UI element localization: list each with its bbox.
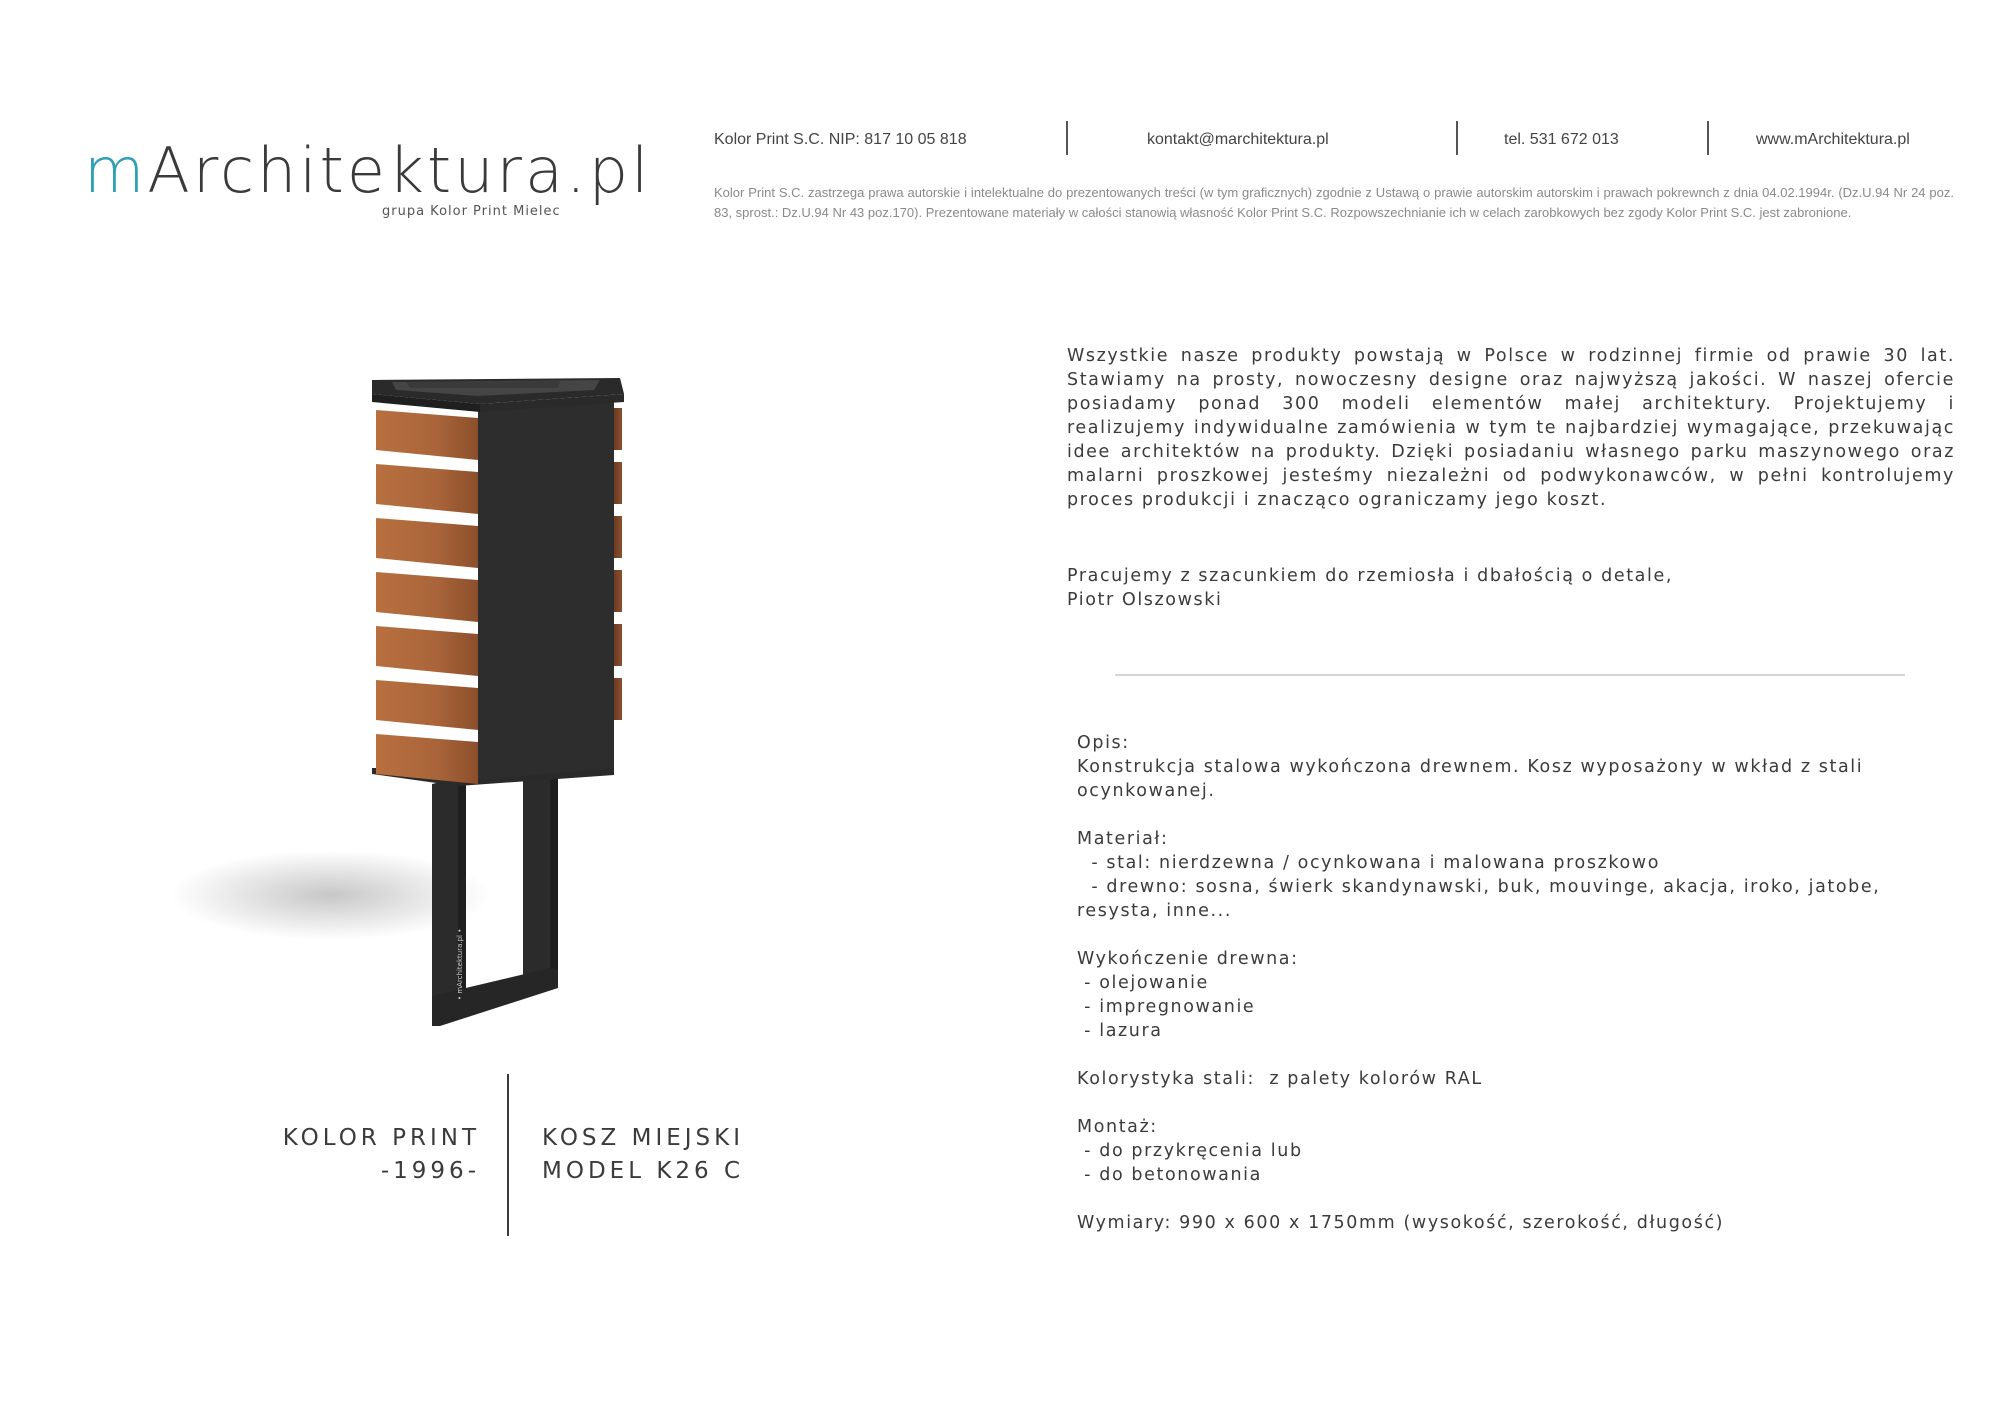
logo-subtitle: grupa Kolor Print Mielec: [382, 204, 561, 219]
caption-product: [542, 1122, 744, 1188]
wood-slats-right: [614, 408, 622, 720]
caption-divider: [507, 1074, 509, 1236]
section-divider: [1115, 674, 1905, 676]
caption-product-model: MODEL K26 C: [542, 1158, 745, 1184]
steel-front-panel: [478, 400, 614, 780]
spec-finish: [1077, 947, 1957, 1043]
spec-material-steel: - stal: nierdzewna / ocynkowana i malowana proszkowo: [1077, 853, 1660, 873]
spec-finish-item: - olejowanie: [1077, 973, 1209, 993]
caption-company-year: -1996-: [380, 1158, 480, 1184]
logo-main-text: Architektura.pl: [147, 134, 652, 207]
caption-product-type: KOSZ MIEJSKI: [542, 1125, 745, 1151]
contact-phone: tel. 531 672 013: [1504, 131, 1619, 148]
header-divider: [1707, 121, 1709, 155]
spec-description: [1077, 731, 1957, 803]
company-logo: [84, 134, 652, 230]
product-specs: [1077, 731, 1957, 1259]
spec-mounting: [1077, 1115, 1957, 1187]
company-nip: Kolor Print S.C. NIP: 817 10 05 818: [714, 131, 967, 148]
spec-colors-text: Kolorystyka stali: z palety kolorów RAL: [1077, 1069, 1483, 1089]
logo-accent-letter: m: [84, 134, 148, 207]
spec-finish-label: Wykończenie drewna:: [1077, 949, 1299, 969]
logo-wordmark: [84, 134, 652, 207]
company-intro: [1067, 344, 1955, 512]
spec-description-text: Konstrukcja stalowa wykończona drewnem. Kosz wyposażony w wkład z stali ocynkowanej.: [1077, 757, 1864, 801]
spec-description-label: Opis:: [1077, 733, 1130, 753]
caption-company: [258, 1122, 480, 1188]
header-divider: [1456, 121, 1458, 155]
caption-company-name: KOLOR PRINT: [282, 1125, 480, 1151]
spec-finish-item: - impregnowanie: [1077, 997, 1256, 1017]
spec-material-wood: - drewno: sosna, świerk skandynawski, buk, mouvinge, akacja, iroko, jatobe, resysta, inne...: [1077, 877, 1888, 921]
spec-finish-item: - lazura: [1077, 1021, 1163, 1041]
intro-paragraph: Wszystkie nasze produkty powstają w Polsce w rodzinnej firmie od prawie 30 lat. Stawiamy na prosty, nowoczesny designe oraz najwyższą jakości. W naszej ofercie posiadamy ponad 300 modeli elementów małej architektury. Projektujemy i realizujemy indywidualne zamówienia w tym te najbardziej wymagające, przekuwając idee architektów na produkty. Dzięki posiadaniu własnego parku maszynowego oraz malarni proszkowej jesteśmy niezależni od podwykonawców, w pełni kontrolujemy proces produkcji i znacząco ograniczamy jego koszt.: [1067, 346, 1955, 510]
legal-notice: Kolor Print S.C. zastrzega prawa autorskie i intelektualne do prezentowanych treści (w tym graficznych) zgodnie z Ustawą o prawie autorskim autorskim i prawach pokrewnch z dnia 04.02.1994r. (Dz.U.94 Nr 24 poz. 83, sprost.: Dz.U.94 Nr 43 poz.170). Prezentowane materiały w całości stanowią własność Kolor Print S.C. Rozpowszechnianie ich w celach zarobkowych bez zgody Kolor Print S.C. jest zabronione.: [714, 185, 1954, 220]
closing-block: [1067, 564, 1955, 612]
closing-line: Pracujemy z szacunkiem do rzemiosła i dbałością o detale,: [1067, 566, 1673, 586]
contact-email-link[interactable]: kontakt@marchitektura.pl: [1147, 131, 1329, 148]
website-link[interactable]: www.mArchitektura.pl: [1756, 131, 1910, 148]
spec-mounting-label: Montaż:: [1077, 1117, 1158, 1137]
product-image-trash-bin: [140, 360, 700, 1040]
header-divider: [1066, 121, 1068, 155]
spec-colors: [1077, 1067, 1957, 1091]
spec-material-label: Materiał:: [1077, 829, 1169, 849]
spec-material: [1077, 827, 1957, 923]
spec-mounting-item: - do przykręcenia lub: [1077, 1141, 1303, 1161]
spec-mounting-item: - do betonowania: [1077, 1165, 1262, 1185]
spec-dimensions: [1077, 1211, 1957, 1235]
engraving-text: • mArchitektura.pl •: [456, 928, 464, 1000]
signature: Piotr Olszowski: [1067, 590, 1223, 610]
wood-slats-left: [376, 410, 478, 784]
spec-dimensions-text: Wymiary: 990 x 600 x 1750mm (wysokość, szerokość, długość): [1077, 1213, 1725, 1233]
steel-legs: [432, 766, 558, 1026]
